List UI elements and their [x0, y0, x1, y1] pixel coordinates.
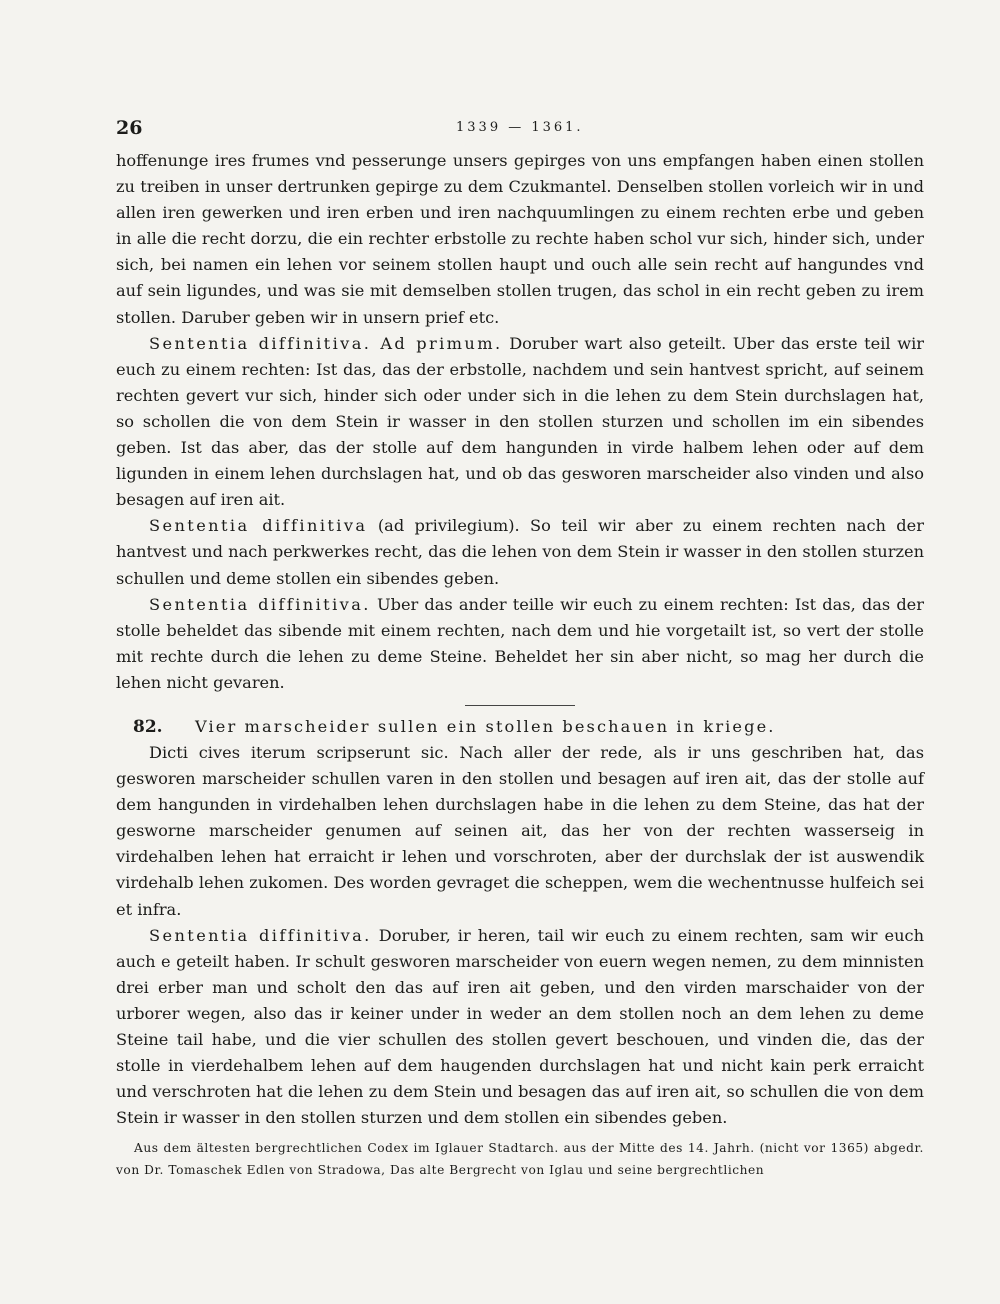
body-text [116, 148, 924, 1181]
paragraph-text: Dicti cives iterum scripserunt sic. Nach aller der rede, als ir uns geschriben hat, das gesworen marscheider schullen varen in den stollen und besagen auf iren ait, das der stolle auf dem hangunden in virdehalben lehen durchslagen habe in die lehen zu dem Steine, das hat der gesworne marscheider genumen auf seinen ait, das her von der rechten wasserseig in virdehalben lehen hat erraicht ir lehen und vorschroten, aber der durchslak der ist auswendik virdehalb lehen zukomen. Des worden gevraget die scheppen, wem die wechentnusse hulfeich sei et infra. [116, 742, 924, 919]
paragraph [116, 592, 924, 696]
section-divider [465, 705, 575, 706]
paragraph [116, 148, 924, 331]
paragraph-text: Doruber wart also geteilt. Uber das erste teil wir euch zu einem rechten: Ist das, das der erbstolle, nachdem und sein hantvest spricht, auf seinem rechten gevert vur sich, hinder sich oder under sich in die lehen zu dem Stein durchslagen hat, so schollen die von dem Stein ir wasser in den stollen sturzen und schollen im ein sibendes geben. Ist das aber, das der stolle auf dem hangunden in virde halbem lehen oder auf dem ligunden in einem lehen durchslagen hat, und ob das gesworen marscheider also vinden und also besagen auf iren ait. [116, 333, 924, 510]
page-number: 26 [116, 117, 143, 139]
footnote-text: Aus dem ältesten bergrechtlichen Codex im Iglauer Stadtarch. aus der Mitte des 14. Jahrh. (nicht vor 1365) abgedr. von Dr. Tomaschek Edlen von Stradowa, Das alte Bergrecht von Iglau und seine bergrechtlichen [116, 1141, 924, 1178]
footnote [116, 1137, 924, 1181]
sententia-label: Sententia diffinitiva. Ad primum. [149, 333, 503, 353]
paragraph-text: hoffenunge ires frumes vnd pesserunge unsers gepirges von uns empfangen haben einen stollen zu treiben in unser dertrunken gepirge zu dem Czukmantel. Denselben stollen vorleich wir in und allen iren gewerken und iren erben und iren nachquumlingen zu einem rechten erbe und geben in alle die recht dorzu, die ein rechter erbstolle zu rechte haben schol vur sich, hinder sich, under sich, bei namen ein lehen vor seinem stollen haupt und ouch alle sein recht auf hangundes vnd auf sein ligundes, und was sie mit demselben stollen trugen, das schol in ein recht geben zu irem stollen. Daruber geben wir in unsern prief etc. [116, 151, 924, 327]
page-header [116, 117, 924, 141]
paragraph-text: Uber das ander teille wir euch zu einem rechten: Ist das, das der stolle beheldet das sibende mit einem rechten, nach dem und hie vorgetailt ist, so vert der stolle mit rechte durch die lehen zu deme Steine. Beheldet her sin aber nicht, so mag her durch die lehen nicht gevaren. [116, 594, 924, 692]
paragraph-text: (ad privilegium). So teil wir aber zu einem rechten nach der hantvest und nach perkwerkes recht, das die lehen von dem Stein ir wasser in den stollen sturzen schullen und deme stollen ein sibendes geben. [116, 516, 924, 588]
section-title: Vier marscheider sullen ein stollen beschauen in kriege. [195, 716, 776, 736]
paragraph [116, 923, 924, 1132]
running-head: 1339 — 1361. [456, 120, 584, 135]
paragraph-text: Doruber, ir heren, tail wir euch zu einem rechten, sam wir euch auch e geteilt haben. Ir schult gesworen marscheider von euern wegen nemen, zu dem minnisten drei erber man und scholt den das auf iren ait geben, und den virden marschaider von der urborer wegen, also das ir keiner under in weder an dem stollen noch an dem lehen zu deme Steine tail habe, und die vier schullen des stollen gevert beschouen, und vinden die, das der stolle in vierdehalbem lehen auf dem haugenden durchslagen hat und nicht kain perk erraicht und verschroten hat die lehen zu dem Stein und besagen das auf iren ait, so schullen die von dem Stein ir wasser in den stollen sturzen und dem stollen ein sibendes geben. [116, 925, 924, 1128]
sententia-label: Sententia diffinitiva. [149, 925, 372, 945]
sententia-label: Sententia diffinitiva. [149, 594, 371, 614]
section-heading [116, 714, 924, 740]
sententia-label: Sententia diffinitiva [149, 516, 368, 536]
section-number: 82. [133, 716, 163, 737]
paragraph [116, 740, 924, 923]
paragraph [116, 513, 924, 591]
paragraph [116, 331, 924, 514]
